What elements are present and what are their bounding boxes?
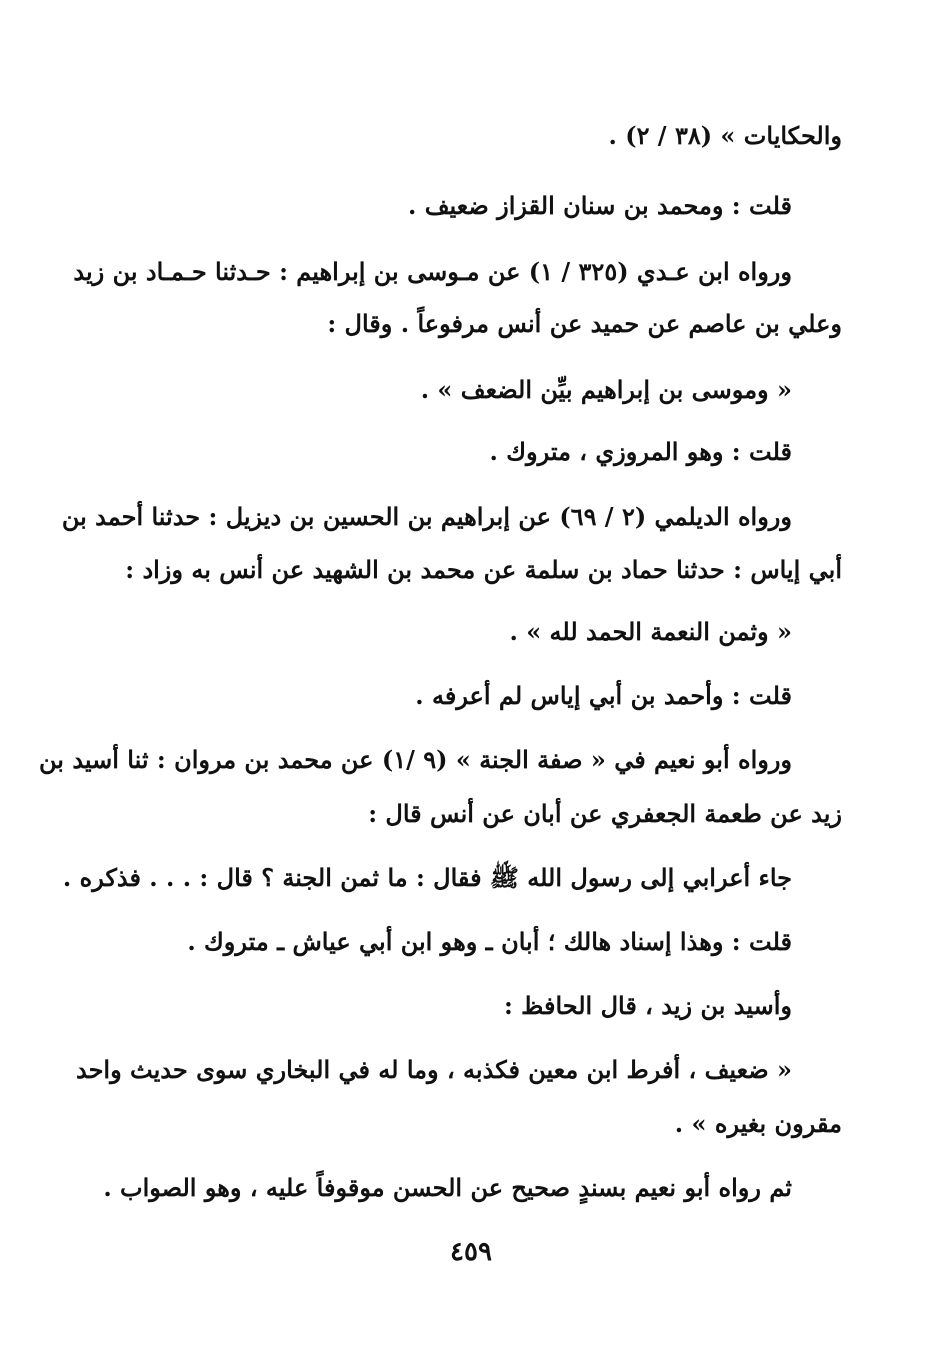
text-line-11: ورواه أبو نعيم في « صفة الجنة » (٩ /١) عن محمد بن مروان : ثنا أسيد بن xyxy=(39,745,792,774)
text-line-1: والحكايات » (٣٨ / ٢) . xyxy=(608,121,842,150)
text-line-15: وأسيد بن زيد ، قال الحافظ : xyxy=(503,991,792,1020)
text-line-3: ورواه ابن عـدي (٣٢٥ / ١) عن مـوسى بن إبراهيم : حـدثنا حـمـاد بن زيد xyxy=(73,257,792,286)
text-line-6: قلت : وهو المروزي ، متروك . xyxy=(489,437,792,466)
text-line-18: ثم رواه أبو نعيم بسندٍ صحيح عن الحسن موقوفاً عليه ، وهو الصواب . xyxy=(103,1173,792,1202)
text-line-7: ورواه الديلمي (٢ / ٦٩) عن إبراهيم بن الحسين بن ديزيل : حدثنا أحمد بن xyxy=(61,502,792,531)
text-line-8: أبي إياس : حدثنا حماد بن سلمة عن محمد بن الشهيد عن أنس به وزاد : xyxy=(125,555,842,584)
text-line-5: « وموسى بن إبراهيم بيِّن الضعف » . xyxy=(420,375,792,404)
text-line-17: مقرون بغيره » . xyxy=(674,1109,842,1138)
text-line-16: « ضعيف ، أفرط ابن معين فكذبه ، وما له في البخاري سوى حديث واحد xyxy=(75,1055,792,1084)
page-number: ٤٥٩ xyxy=(450,1237,492,1267)
text-line-10: قلت : وأحمد بن أبي إياس لم أعرفه . xyxy=(415,681,792,710)
text-line-4: وعلي بن عاصم عن حميد عن أنس مرفوعاً . وقال : xyxy=(327,309,842,338)
text-line-12: زيد عن طعمة الجعفري عن أبان عن أنس قال : xyxy=(368,799,842,828)
text-line-14: قلت : وهذا إسناد هالك ؛ أبان ـ وهو ابن أبي عياش ـ متروك . xyxy=(187,927,792,956)
text-line-2: قلت : ومحمد بن سنان القزاز ضعيف . xyxy=(408,191,792,220)
text-line-13: جاء أعرابي إلى رسول الله ﷺ فقال : ما ثمن الجنة ؟ قال : . . . فذكره . xyxy=(62,863,792,892)
text-line-9: « وثمن النعمة الحمد لله » . xyxy=(509,617,792,646)
